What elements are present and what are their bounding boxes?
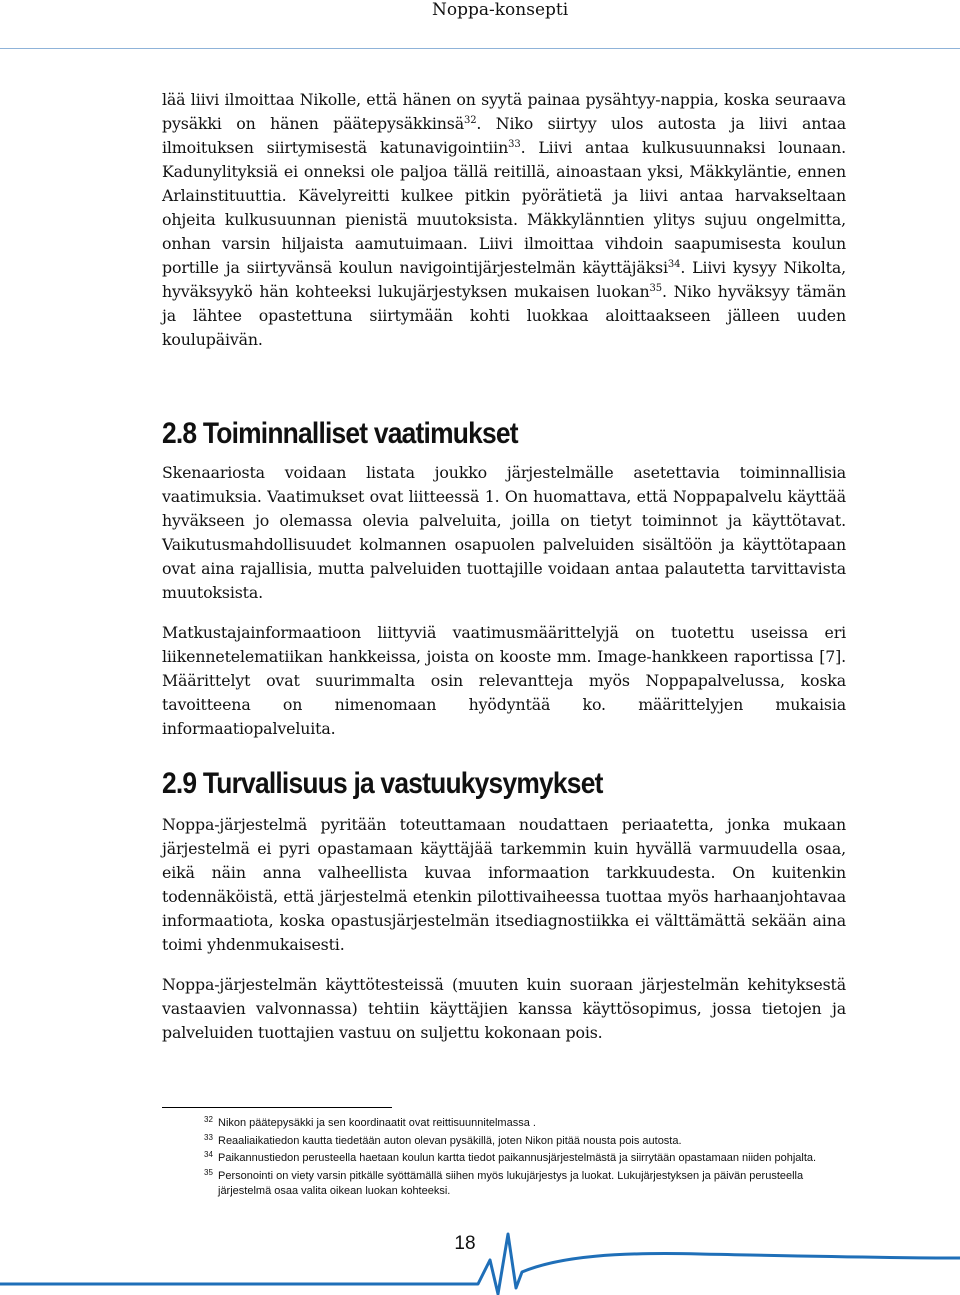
footnotes (200, 1116, 830, 1202)
footnote (200, 1151, 830, 1167)
intro-text (162, 88, 846, 352)
page-number: 18 (454, 1233, 476, 1254)
intro-text-d: . Liivi kysyy Nikolta, hyväksyykö hän kohteeksi lukujärjestyksen mukaisen luokan (162, 258, 846, 301)
section-2-9-paragraph-2: Noppa-järjestelmän käyttötesteissä (muuten kuin suoraan järjestelmän kehityksestä vastaavien valvonnassa) tehtiin käyttäjien kanssa käyttösopimus, jossa tietojen ja palveluiden tuottajien vastuu on suljettu kokonaan pois. (162, 975, 846, 1042)
section-heading-2-9: 2.9 Turvallisuus ja vastuukysymykset (162, 767, 603, 800)
intro-paragraph (162, 88, 846, 352)
section-2-8-paragraph-2: Matkustajainformaatioon liittyviä vaatimusmäärittelyjä on tuotettu useissa eri liikennetelematiikan hankkeissa, joista on kooste mm. Image-hankkeen raportissa [7]. Määrittelyt ovat suurimmalta osin relevantteja myös Noppapalvelussa, koska tavoitteena on nimenomaan hyödyntää ko. määrittelyjen mukaisia informaatiopalveluita. (162, 623, 846, 738)
intro-text-a: lää liivi ilmoittaa Nikolle, että hänen on syytä painaa pysähtyy-nappia, koska seuraava pysäkki on hänen päätepysäkkinsä (162, 90, 846, 133)
footnote-number: 32 (204, 1115, 213, 1124)
intro-text-e: . Niko hyväksyy tämän ja lähtee opastettuna siirtymään kohti luokkaa aloittaakseen jälleen uuden koulupäivän. (162, 282, 846, 349)
footnote-ref-33[interactable]: 33 (508, 139, 521, 150)
footnote-ref-32[interactable]: 32 (463, 115, 477, 126)
section-2-8-paragraph-1: Skenaariosta voidaan listata joukko järjestelmälle asetettavia toiminnallisia vaatimuksia. Vaatimukset ovat liitteessä 1. On huomattava, että Noppapalvelu käyttää hyväkseen jo olemassa olevia palveluita, joilla on tietyt toiminnot ja käyttötavat. Vaikutusmahdollisuudet kolmannen osapuolen palveluiden sisältöön ja käyttötapaan ovat aina rajallisia, mutta palveluiden tuottajille voidaan antaa palautetta tarvittavista muutoksista. (162, 463, 846, 602)
footnote-text: Reaaliaikatiedon kautta tiedetään auton olevan pysäkillä, joten Nikon pitää nousta pois autosta. (218, 1134, 682, 1147)
footnote-ref-35[interactable]: 35 (649, 283, 662, 294)
section-2-9-paragraph-1: Noppa-järjestelmä pyritään toteuttamaan noudattaen periaatetta, jonka mukaan järjestelmä ei pyri opastamaan käyttäjää tarkemmin kuin hyvällä varmuudella osaa, eikä näin anna valheellista kuvaa informaation tarkkuudesta. On kuitenkin todennäköistä, että järjestelmä etenkin pilottivaiheessa tuottaa myös harhaanjohtavaa informaatiota, koska opastusjärjestelmän itsediagnostiikka ei välttämättä sekään aina toimi yhdenmukaisesti. (162, 815, 846, 954)
intro-text-b: . Niko siirtyy ulos autosta ja liivi antaa ilmoituksen siirtymisestä katunavigointiin (162, 114, 846, 157)
footnote-text: Personointi on viety varsin pitkälle syöttämällä siihen myös lukujärjestys ja luokat. Lukujärjestyksen ja päivän perusteella järjestelmä osaa valita oikean luokan kohteeksi. (218, 1169, 804, 1197)
document-title: Noppa-konsepti (432, 0, 569, 20)
footnote-number: 34 (204, 1150, 213, 1159)
section-2-8-body (162, 461, 846, 757)
section-2-9-body (162, 813, 846, 1061)
footnote-divider (162, 1107, 392, 1108)
footnote (200, 1116, 830, 1132)
footnote (200, 1134, 830, 1150)
section-heading-2-8: 2.8 Toiminnalliset vaatimukset (162, 417, 518, 450)
footnote-text: Nikon päätepysäkki ja sen koordinaatit ovat reittisuunnitelmassa . (218, 1117, 536, 1129)
footnote-ref-34[interactable]: 34 (667, 259, 681, 270)
footnote-number: 35 (204, 1167, 213, 1177)
intro-text-c: . Liivi antaa kulkusuunnaksi lounaan. Kadunylityksiä ei onneksi ole paljoa tällä reitillä, ainoastaan yksi, Mäkkyläntie, ennen Arlainstituuttia. Kävelyreitti kulkee pitkin pyörätietä ja liivi antaa harvakseltaan ohjeita kulkusuunnan pienistä muutoksista. Mäkkylänntien ylitys sujuu ongelmitta, onhan varsin hiljaista aamutuimaan. Liivi ilmoittaa vihdoin saapumisesta koulun portille ja siirtyvänsä koulun navigointijärjestelmän käyttäjäksi (162, 138, 846, 277)
footnote-number: 33 (204, 1132, 213, 1142)
footnote (200, 1169, 830, 1200)
footnote-text: Paikannustiedon perusteella haetaan koulun kartta tiedot paikannusjärjestelmästä ja siirrytään opastamaan niiden pohjalta. (218, 1152, 817, 1164)
header-divider (0, 48, 960, 49)
